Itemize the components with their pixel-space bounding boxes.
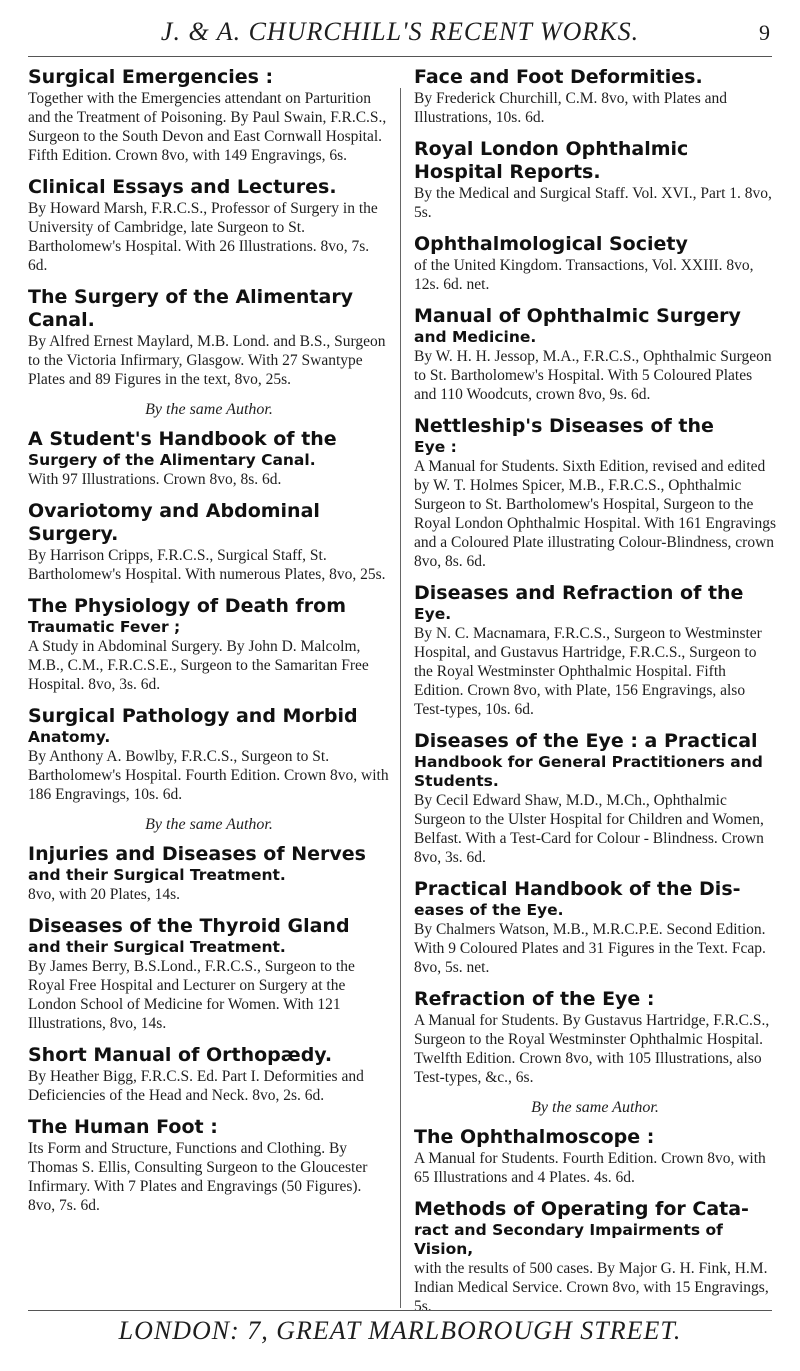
book-entry: [28, 915, 390, 1033]
book-entry: [414, 730, 776, 867]
book-entry: [28, 176, 390, 275]
book-description: of the United Kingdom. Transactions, Vol. XXIII. 8vo, 12s. 6d. net.: [414, 257, 754, 293]
book-entry: [414, 66, 776, 127]
book-description: By James Berry, B.S.Lond., F.R.C.S., Surgeon to the Royal Free Hospital and Lecturer on Surgery at the London School of Medicine for Women. With 121 Illustrations, 8vo, 14s.: [28, 958, 355, 1032]
book-entry: [414, 415, 776, 571]
book-description: By Frederick Churchill, C.M. 8vo, with Plates and Illustrations, 10s. 6d.: [414, 90, 727, 126]
book-subtitle: Surgery of the Alimentary Canal.: [28, 451, 316, 469]
right-column: [414, 66, 777, 1315]
book-entry: [28, 705, 390, 804]
book-title: Practical Handbook of the Dis-: [414, 878, 741, 900]
book-entry: [414, 582, 776, 719]
book-entry: [414, 1198, 776, 1316]
book-description: By Howard Marsh, F.R.C.S., Professor of Surgery in the University of Cambridge, late Surgeon to St. Bartholomew's Hospital. With 26 Illustrations. 8vo, 7s. 6d.: [28, 200, 378, 274]
book-title: The Human Foot :: [28, 1116, 218, 1138]
book-description: By Heather Bigg, F.R.C.S. Ed. Part I. Deformities and Deficiencies of the Head and Neck. 8vo, 2s. 6d.: [28, 1068, 364, 1104]
same-author-note: By the same Author.: [531, 1099, 659, 1116]
book-title: Diseases and Refraction of the: [414, 582, 744, 604]
running-head: [0, 14, 800, 54]
book-entry: [28, 1044, 390, 1105]
book-title: The Physiology of Death from: [28, 595, 346, 617]
book-entry: [414, 233, 776, 294]
book-subtitle: Anatomy.: [28, 728, 111, 746]
book-subtitle: and their Surgical Treatment.: [28, 866, 286, 884]
book-description: With 97 Illustrations. Crown 8vo, 8s. 6d.: [28, 471, 282, 488]
book-subtitle: Handbook for General Practitioners and Students.: [414, 753, 763, 790]
book-title: Short Manual of Orthopædy.: [28, 1044, 333, 1066]
same-author-note: By the same Author.: [145, 401, 273, 418]
book-subtitle: Eye :: [414, 438, 457, 456]
book-title: Methods of Operating for Cata-: [414, 1198, 749, 1220]
book-subtitle: Eye.: [414, 605, 452, 623]
same-author-note: By the same Author.: [145, 816, 273, 833]
book-title: Clinical Essays and Lectures.: [28, 176, 337, 198]
book-description: By W. H. H. Jessop, M.A., F.R.C.S., Ophthalmic Surgeon to St. Bartholomew's Hospital. With 5 Coloured Plates and 110 Woodcuts, crown 8vo, 9s. 6d.: [414, 348, 772, 403]
running-title: J. & A. CHURCHILL'S RECENT WORKS.: [160, 17, 640, 46]
book-title: Injuries and Diseases of Nerves: [28, 843, 366, 865]
header-rule: [28, 56, 772, 57]
book-title: Nettleship's Diseases of the: [414, 415, 714, 437]
book-subtitle: Traumatic Fever ;: [28, 618, 181, 636]
book-entry: [28, 428, 390, 489]
publisher-address: LONDON: 7, GREAT MARLBOROUGH STREET.: [118, 1316, 682, 1345]
book-title: Face and Foot Deformities.: [414, 66, 703, 88]
book-description: By the Medical and Surgical Staff. Vol. XVI., Part 1. 8vo, 5s.: [414, 185, 772, 221]
book-entry: [28, 500, 390, 584]
book-description: A Manual for Students. Fourth Edition. Crown 8vo, with 65 Illustrations and 4 Plates. 4s. 6d.: [414, 1150, 766, 1186]
book-title: A Student's Handbook of the: [28, 428, 337, 450]
book-entry: [28, 595, 390, 694]
left-column: [28, 66, 390, 1306]
book-description: Together with the Emergencies attendant on Parturition and the Treatment of Poisoning. By Paul Swain, F.R.C.S., Surgeon to the South Devon and East Cornwall Hospital. Fifth Edition. Crown 8vo, with 149 Engravings, 6s.: [28, 90, 387, 164]
book-title: Diseases of the Eye : a Practical: [414, 730, 758, 752]
book-title: Surgical Emergencies :: [28, 66, 274, 88]
book-description: A Manual for Students. By Gustavus Hartridge, F.R.C.S., Surgeon to the Royal Westminster Ophthalmic Hospital. Twelfth Edition. Crown 8vo, with 105 Illustrations, also Test-types, &c., 6s.: [414, 1012, 770, 1086]
book-subtitle: eases of the Eye.: [414, 901, 564, 919]
book-description: A Study in Abdominal Surgery. By John D. Malcolm, M.B., C.M., F.R.C.S.E., Surgeon to the Samaritan Free Hospital. 8vo, 3s. 6d.: [28, 638, 369, 693]
book-entry: [414, 305, 776, 404]
book-entry: [28, 1116, 390, 1215]
book-description: By N. C. Macnamara, F.R.C.S., Surgeon to Westminster Hospital, and Gustavus Hartridge, F.R.C.S., Surgeon to the Royal Westminster Ophthalmic Hospital. Fifth Edition. Crown 8vo, with Plate, 156 Engravings, also Test-types, 10s. 6d.: [414, 625, 762, 718]
book-subtitle: ract and Secondary Impairments of Vision,: [414, 1221, 723, 1258]
book-subtitle: and their Surgical Treatment.: [28, 938, 286, 956]
book-description: By Chalmers Watson, M.B., M.R.C.P.E. Second Edition. With 9 Coloured Plates and 31 Figures in the Text. Fcap. 8vo, 5s. net.: [414, 921, 766, 976]
book-description: By Anthony A. Bowlby, F.R.C.S., Surgeon to St. Bartholomew's Hospital. Fourth Edition. Crown 8vo, with 186 Engravings, 10s. 6d.: [28, 748, 389, 803]
book-entry: [414, 878, 776, 977]
book-title: The Surgery of the Alimentary Canal.: [28, 286, 354, 331]
book-description: Its Form and Structure, Functions and Clothing. By Thomas S. Ellis, Consulting Surgeon to the Gloucester Infirmary. With 7 Plates and Engravings (50 Figures). 8vo, 7s. 6d.: [28, 1140, 368, 1214]
book-entry: [28, 66, 390, 165]
book-entry: [28, 286, 390, 389]
column-divider: [400, 88, 401, 1308]
footer-rule: [28, 1310, 772, 1311]
book-title: Surgical Pathology and Morbid: [28, 705, 358, 727]
book-description: 8vo, with 20 Plates, 14s.: [28, 886, 180, 903]
book-description: with the results of 500 cases. By Major G. H. Fink, H.M. Indian Medical Service. Crown 8vo, with 15 Engravings, 5s.: [414, 1260, 769, 1315]
book-entry: [414, 988, 776, 1087]
book-title: Ophthalmological Society: [414, 233, 688, 255]
book-description: By Harrison Cripps, F.R.C.S., Surgical Staff, St. Bartholomew's Hospital. With numerous Plates, 8vo, 25s.: [28, 547, 386, 583]
book-description: By Cecil Edward Shaw, M.D., M.Ch., Ophthalmic Surgeon to the Ulster Hospital for Children and Women, Belfast. With a Test-Card for Colour - Blindness. Crown 8vo, 3s. 6d.: [414, 792, 764, 866]
book-entry: [414, 1126, 776, 1187]
book-description: By Alfred Ernest Maylard, M.B. Lond. and B.S., Surgeon to the Victoria Infirmary, Glasgow. With 27 Swantype Plates and 89 Figures in the text, 8vo, 25s.: [28, 333, 386, 388]
book-description: A Manual for Students. Sixth Edition, revised and edited by W. T. Holmes Spicer, M.B., F.R.C.S., Ophthalmic Surgeon to St. Bartholomew's Hospital, Surgeon to the Royal London Ophthalmic Hospital. With 161 Engravings and a Coloured Plate illustrating Colour-Blindness, crown 8vo, 8s. 6d.: [414, 458, 777, 570]
book-subtitle: and Medicine.: [414, 328, 537, 346]
book-title: Manual of Ophthalmic Surgery: [414, 305, 741, 327]
book-entry: [414, 138, 776, 222]
page-number: 9: [759, 20, 770, 45]
book-title: The Ophthalmoscope :: [414, 1126, 655, 1148]
book-title: Refraction of the Eye :: [414, 988, 655, 1010]
book-title: Diseases of the Thyroid Gland: [28, 915, 350, 937]
book-title: Royal London Ophthalmic Hospital Reports.: [414, 138, 689, 183]
book-title: Ovariotomy and Abdominal Surgery.: [28, 500, 320, 545]
book-entry: [28, 843, 390, 904]
